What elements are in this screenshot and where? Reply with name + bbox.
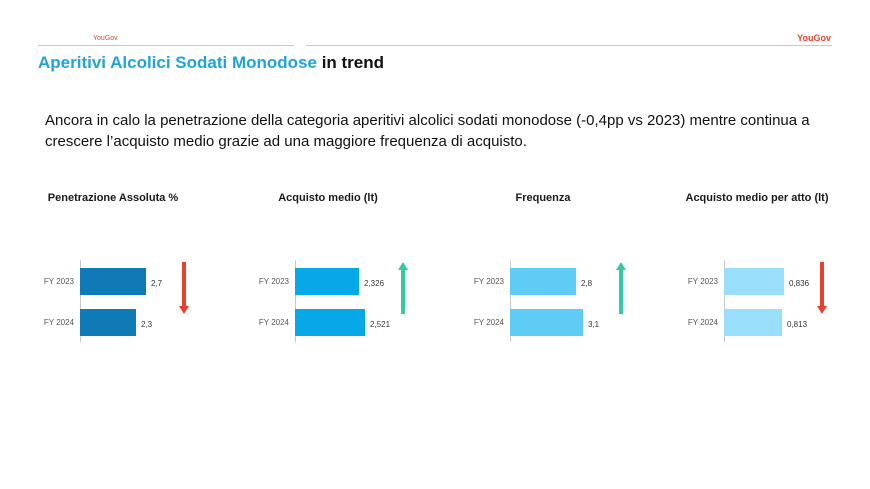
chart-panel-2 [243, 188, 413, 348]
trend-down-arrow-icon [177, 262, 191, 314]
value-label: 0,836 [789, 278, 810, 288]
bar-fy-2024 [510, 309, 583, 336]
bar-fy-2023 [295, 268, 359, 295]
category-label: FY 2024 [473, 317, 504, 327]
chart-title: Acquisto medio (lt) [278, 192, 378, 204]
chart-panel-1 [28, 188, 198, 348]
value-label: 2,326 [364, 278, 385, 288]
category-label: FY 2023 [687, 276, 718, 286]
page-title-rest: in trend [316, 53, 385, 72]
value-label: 2,521 [370, 319, 391, 329]
value-label: 2,3 [141, 319, 153, 329]
trend-up-arrow-icon [396, 262, 410, 314]
chart-title: Penetrazione Assoluta % [47, 192, 179, 204]
value-label: 2,8 [581, 278, 593, 288]
chart-panel-3 [458, 188, 628, 348]
value-label: 0,813 [787, 319, 808, 329]
header-divider-right [306, 45, 832, 46]
bar-fy-2023 [510, 268, 576, 295]
value-label: 2,7 [151, 278, 163, 288]
page-title-accent: Aperitivi Alcolici Sodati Monodose [38, 53, 317, 72]
header-divider-left [38, 45, 294, 46]
category-label: FY 2024 [258, 317, 289, 327]
page-subtitle: Ancora in calo la penetrazione della categoria aperitivi alcolici sodati monodose (-0,4pp vs 2023) mentre continua a crescere l’acquisto medio grazie ad una maggiore frequenza di acquisto. [45, 112, 810, 150]
bar-fy-2023 [80, 268, 146, 295]
bar-fy-2023 [724, 268, 784, 295]
brand-logo: YouGov [797, 33, 831, 43]
trend-down-arrow-icon [815, 262, 829, 314]
category-label: FY 2023 [258, 276, 289, 286]
category-label: FY 2024 [43, 317, 74, 327]
chart-title: Acquisto medio per atto (lt) [685, 192, 829, 204]
bar-fy-2024 [295, 309, 365, 336]
chart-panel-4 [672, 188, 842, 348]
category-label: FY 2023 [473, 276, 504, 286]
bar-fy-2024 [80, 309, 136, 336]
brand-left: YouGov [93, 35, 118, 42]
page-title [38, 53, 384, 73]
category-label: FY 2023 [43, 276, 74, 286]
category-label: FY 2024 [687, 317, 718, 327]
value-label: 3,1 [588, 319, 600, 329]
trend-up-arrow-icon [614, 262, 628, 314]
chart-title: Frequenza [515, 192, 571, 204]
bar-fy-2024 [724, 309, 782, 336]
